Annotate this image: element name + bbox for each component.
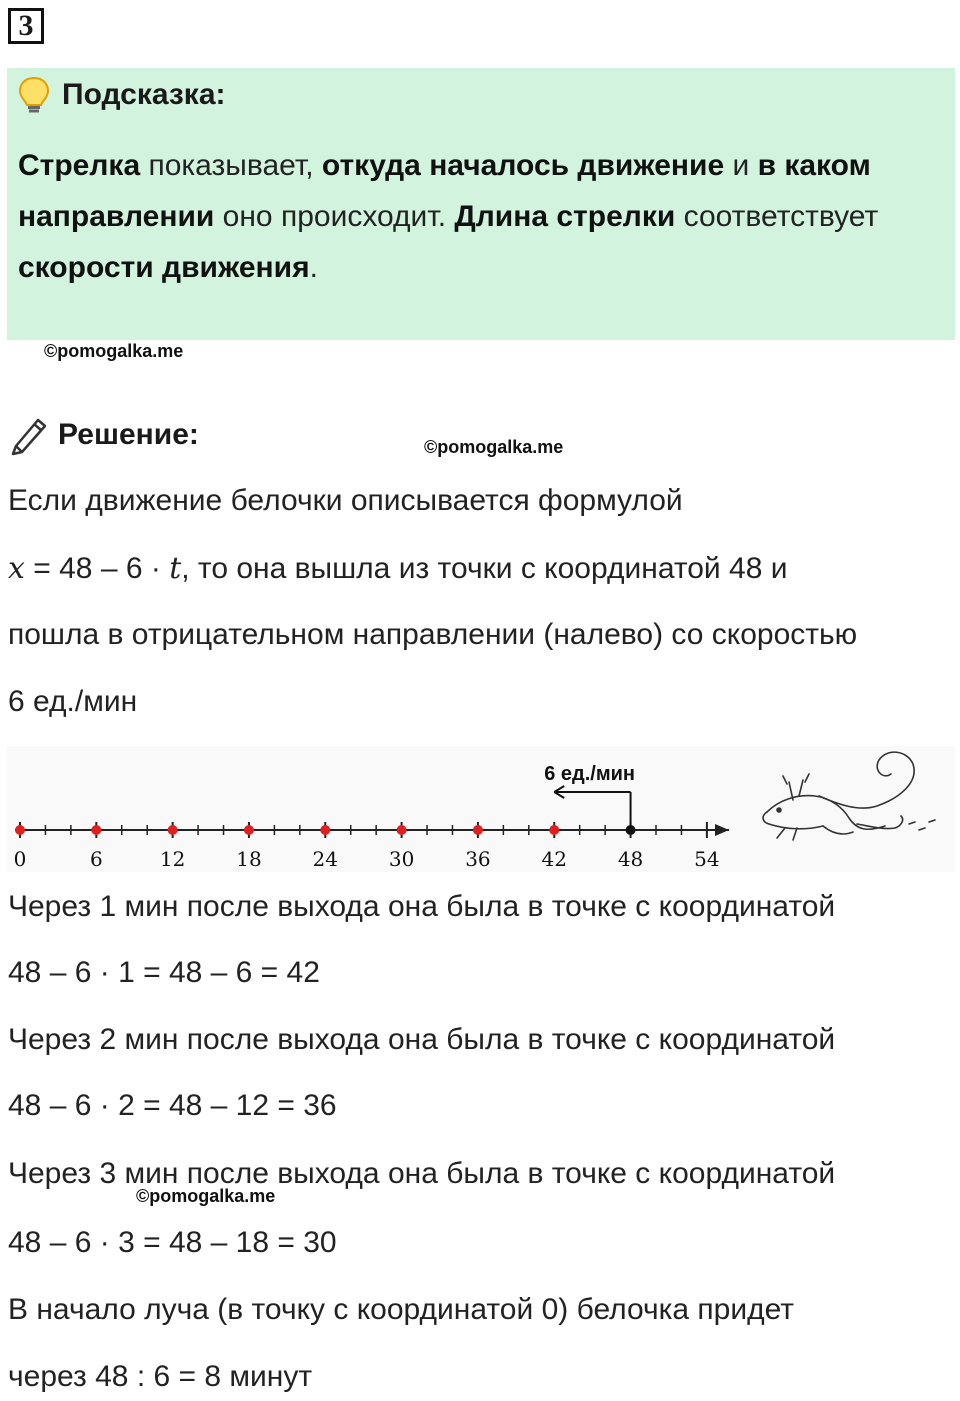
tick-label: 6 xyxy=(89,847,103,871)
hint-text: Стрелка показывает, откуда началось движение и в каком направлении оно происходит. Длина стрелки соответствует скорости движения. xyxy=(18,149,879,284)
step-1-text: Через 1 мин после выхода она была в точке с координатой xyxy=(8,890,836,923)
number-line-figure xyxy=(7,746,955,872)
step-2-calc: 48 – 6 · 2 = 48 – 12 = 36 xyxy=(8,1089,337,1122)
watermark: ©pomogalka.me xyxy=(424,437,564,457)
red-point xyxy=(320,825,330,835)
red-point xyxy=(244,825,254,835)
hint-title-text: Подсказка: xyxy=(62,78,226,111)
pencil-icon xyxy=(8,414,50,456)
solution-title xyxy=(8,414,199,456)
step-3-text: Через 3 мин после выхода она была в точке с координатой xyxy=(8,1157,836,1190)
red-point xyxy=(168,825,178,835)
watermark: ©pomogalka.me xyxy=(136,1186,276,1206)
red-point xyxy=(549,825,559,835)
tick-label: 0 xyxy=(13,847,27,871)
task-number: 3 xyxy=(8,8,44,44)
red-point xyxy=(473,825,483,835)
solution-title-text: Решение: xyxy=(58,418,199,451)
tick-label: 42 xyxy=(541,847,567,871)
red-point xyxy=(15,825,25,835)
final-text: В начало луча (в точку с координатой 0) белочка придет xyxy=(8,1293,795,1326)
tick-label: 24 xyxy=(312,847,339,871)
step-2-text: Через 2 мин после выхода она была в точке с координатой xyxy=(8,1023,836,1056)
solution-line-2: x = 48 – 6 · t, то она вышла из точки с координатой 48 и xyxy=(8,551,788,586)
red-point xyxy=(91,825,101,835)
tick-label: 54 xyxy=(694,847,720,871)
tick-label: 18 xyxy=(236,847,262,871)
step-3-calc: 48 – 6 · 3 = 48 – 18 = 30 xyxy=(8,1226,337,1259)
step-1-calc: 48 – 6 · 1 = 48 – 6 = 42 xyxy=(8,956,320,989)
lightbulb-icon xyxy=(18,76,50,114)
speed-label: 6 ед./мин xyxy=(544,763,636,785)
red-point xyxy=(397,825,407,835)
final-calc: через 48 : 6 = 8 минут xyxy=(8,1360,313,1393)
hint-title xyxy=(18,76,226,114)
solution-line-1: Если движение белочки описывается формулой xyxy=(8,484,683,517)
tick-label: 30 xyxy=(388,847,415,871)
solution-line-3: пошла в отрицательном направлении (налево) со скоростью xyxy=(8,618,858,651)
tick-label: 36 xyxy=(465,847,491,871)
tick-label: 12 xyxy=(159,847,186,871)
tick-label: 48 xyxy=(617,847,644,871)
watermark: ©pomogalka.me xyxy=(44,341,184,361)
solution-line-4: 6 ед./мин xyxy=(8,685,138,718)
